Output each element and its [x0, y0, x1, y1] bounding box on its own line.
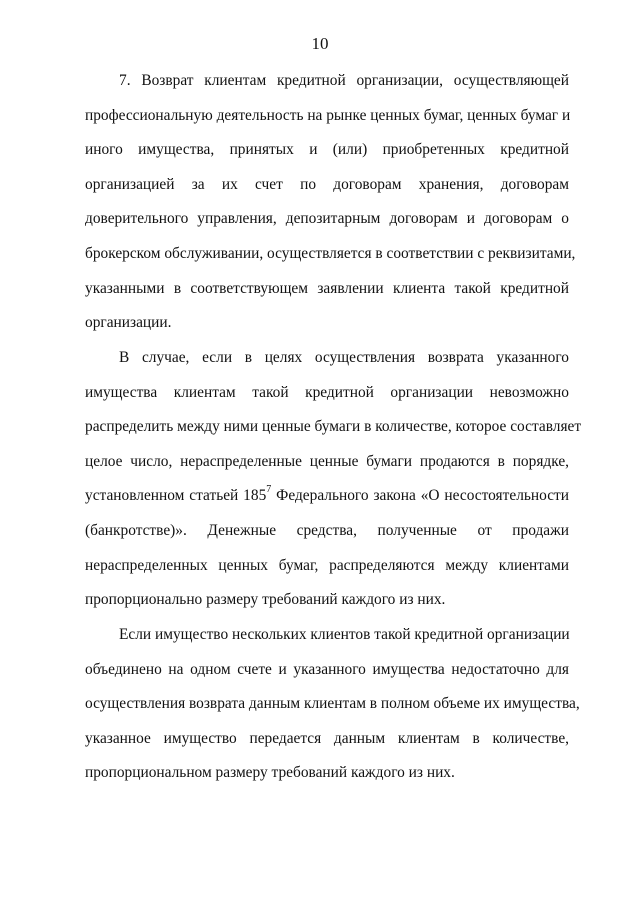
paragraph-line: распределить между ними ценные бумаги в количестве, которое составляет: [85, 418, 582, 436]
law-reference-before: установленном статьей 185: [85, 487, 267, 505]
paragraph-line: 7. Возврат клиентам кредитной организации, осуществляющей: [119, 72, 569, 89]
paragraph-line: брокерском обслуживании, осуществляется в соответствии с реквизитами,: [85, 244, 576, 262]
paragraph-combined-account: [85, 618, 580, 791]
paragraph-line: доверительного управления, депозитарным договорам и договорам о: [85, 210, 569, 228]
page-number: 10: [311, 34, 329, 53]
law-reference-after: Федерального закона «О несостоятельности: [271, 487, 569, 505]
paragraph-line: объединено на одном счете и указанного имущества недостаточно для: [85, 660, 569, 678]
paragraph-line: указанными в соответствующем заявлении клиента такой кредитной: [85, 279, 569, 297]
paragraph-line: В случае, если в целях осуществления возврата указанного: [119, 349, 569, 366]
article-superscript: 7: [266, 484, 272, 496]
paragraph-line: Если имущество нескольких клиентов такой кредитной организации: [119, 626, 570, 643]
paragraph-return-of-assets: [85, 64, 576, 341]
paragraph-line: пропорционально размеру требований каждого из них.: [85, 591, 446, 609]
paragraph-line: организации.: [85, 314, 172, 332]
paragraph-line: осуществления возврата данным клиентам в полном объеме их имущества,: [85, 695, 580, 713]
paragraph-line: иного имущества, принятых и (или) приобретенных кредитной: [85, 141, 569, 159]
paragraph-line: организацией за их счет по договорам хранения, договорам: [85, 175, 569, 193]
paragraph-undistributable-securities: [85, 341, 582, 618]
paragraph-line: пропорциональном размеру требований каждого из них.: [85, 764, 455, 782]
paragraph-line: имущества клиентам такой кредитной организации невозможно: [85, 383, 569, 401]
paragraph-line-law-reference: [85, 479, 569, 514]
paragraph-line: профессиональную деятельность на рынке ценных бумаг, ценных бумаг и: [85, 106, 571, 124]
paragraph-line: (банкротстве)». Денежные средства, полученные от продажи: [85, 521, 569, 539]
paragraph-line: целое число, нераспределенные ценные бумаги продаются в порядке,: [85, 452, 569, 470]
paragraph-line: нераспределенных ценных бумаг, распределяются между клиентами: [85, 556, 569, 574]
paragraph-line: указанное имущество передается данным клиентам в количестве,: [85, 729, 569, 747]
